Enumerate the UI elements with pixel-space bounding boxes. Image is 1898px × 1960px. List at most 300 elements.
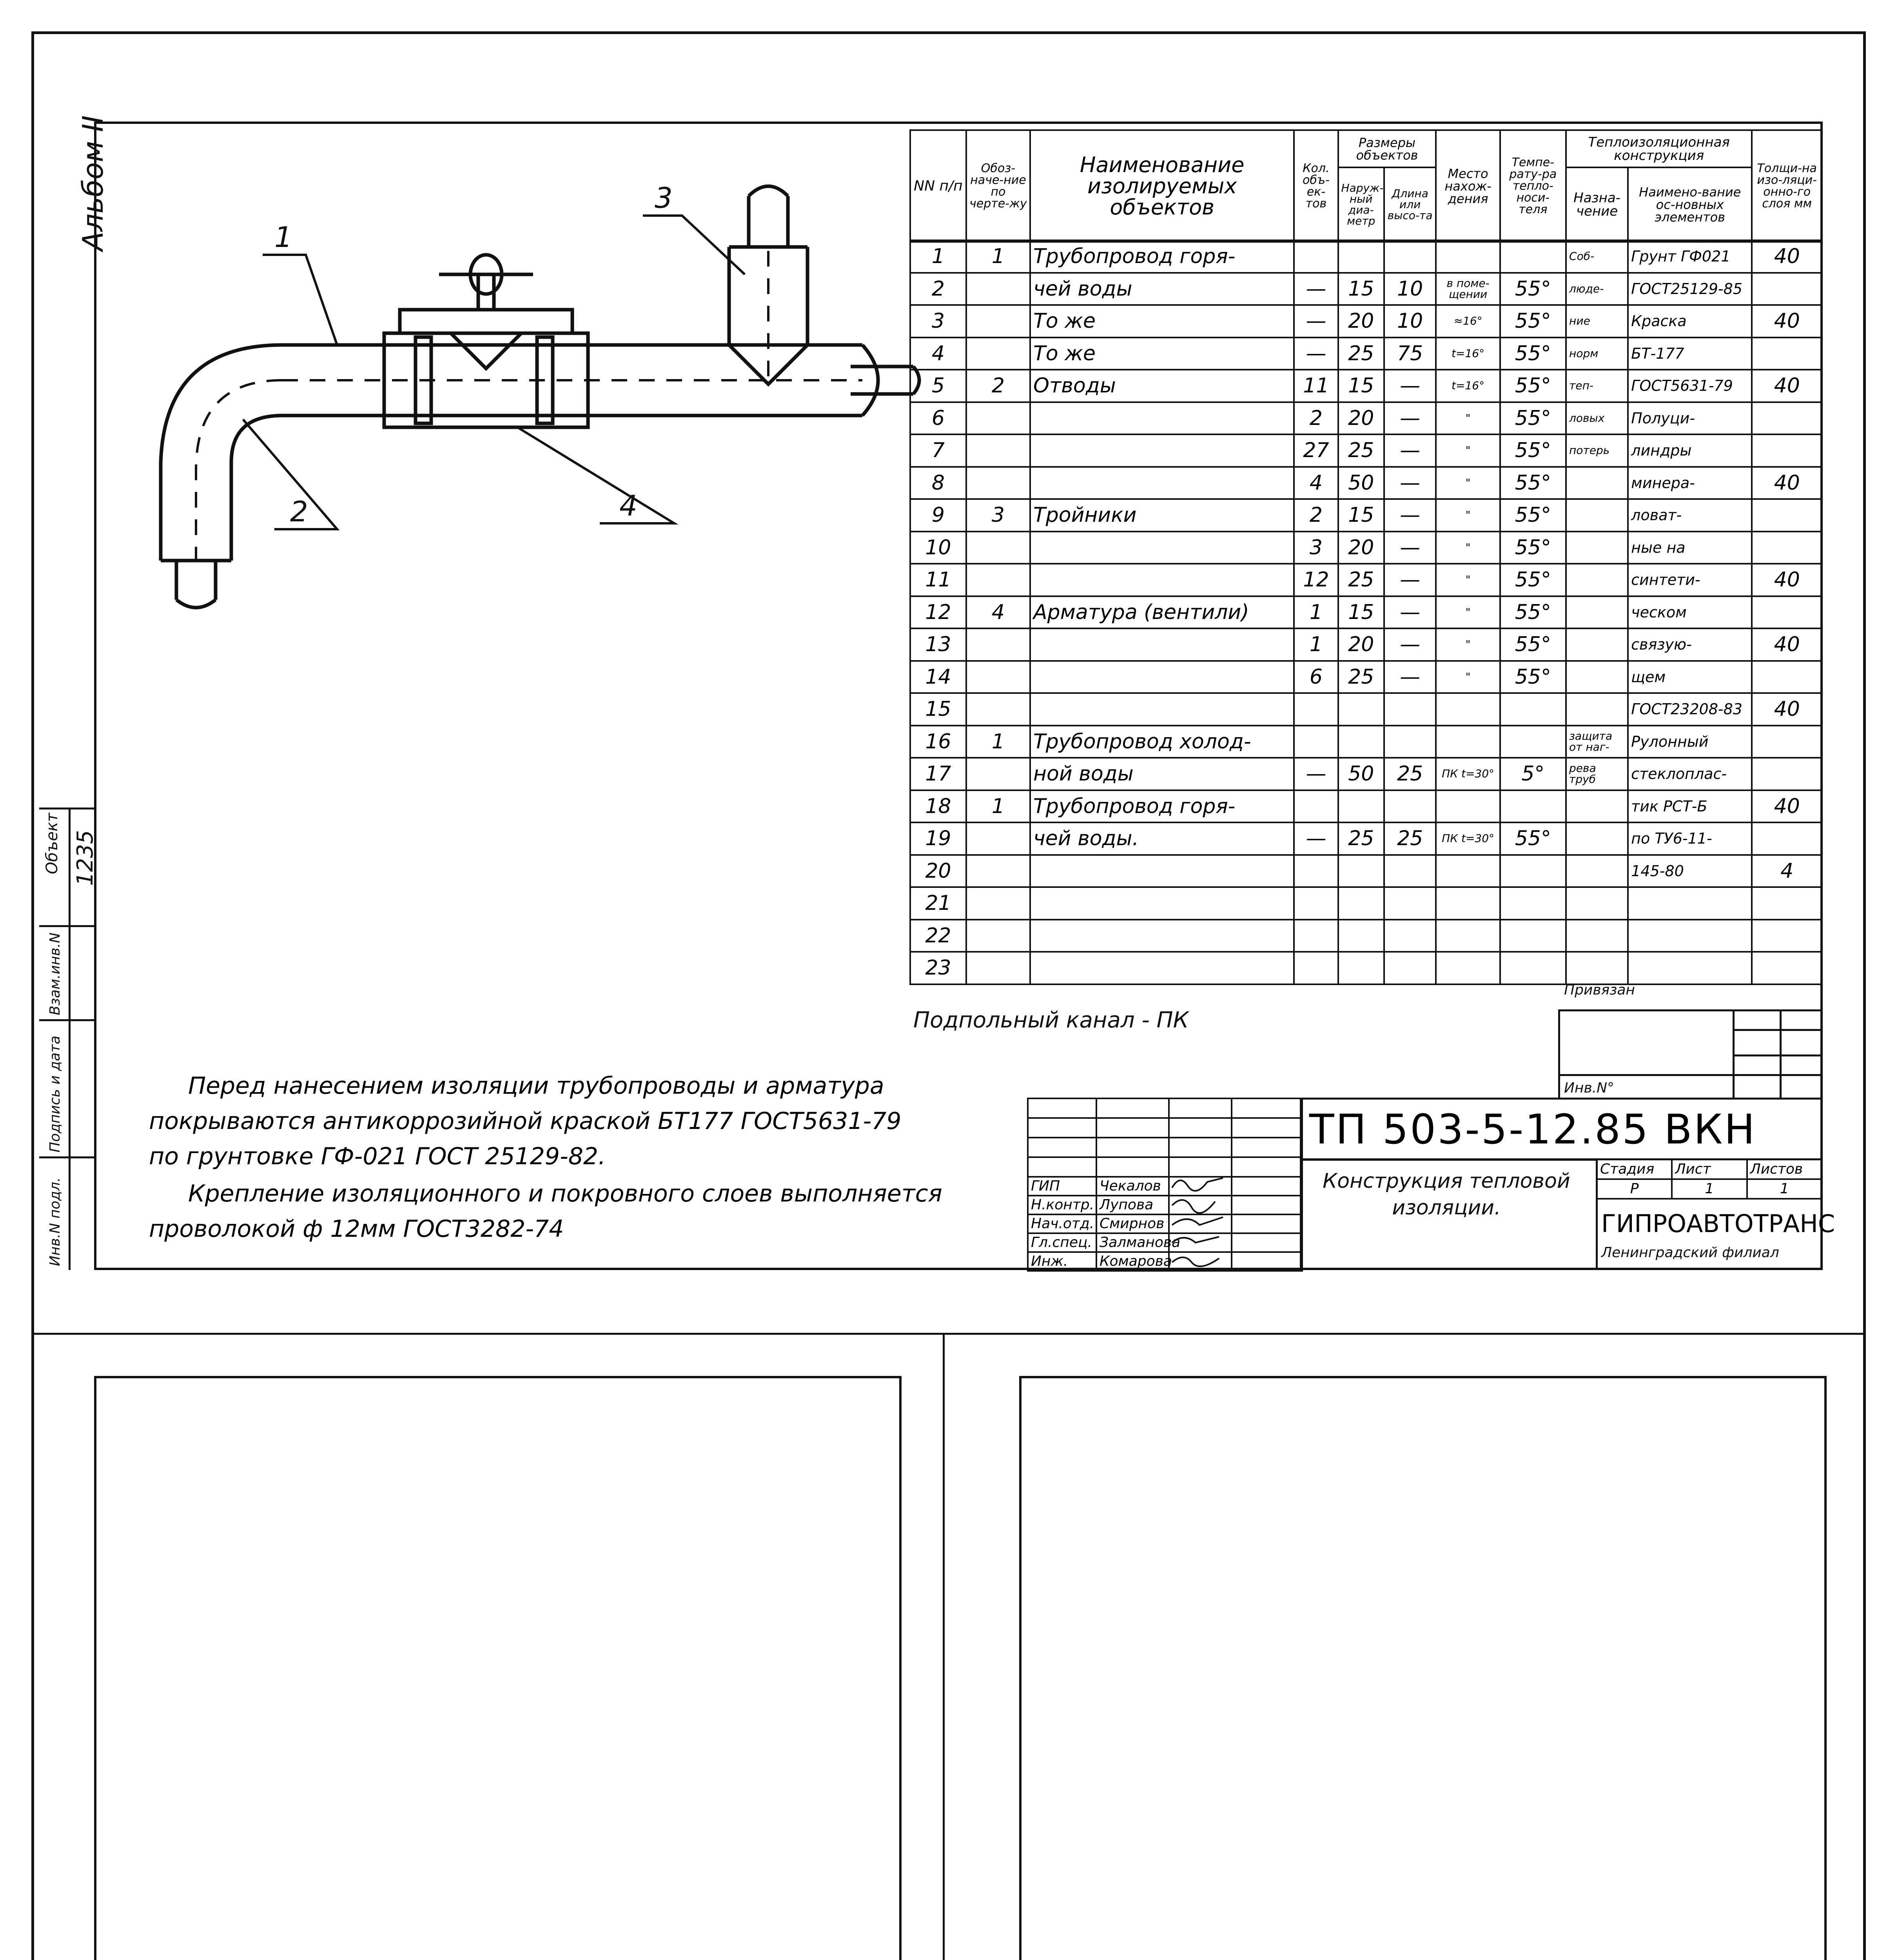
row-length: —	[1384, 564, 1436, 596]
table-row	[910, 240, 1822, 273]
row-length: —	[1384, 434, 1436, 467]
row-diameter: 15	[1338, 596, 1384, 629]
callout-3: 3	[655, 181, 673, 214]
row-number: 18	[910, 790, 966, 823]
row-name: чей воды	[1030, 273, 1294, 305]
row-temperature: 55°	[1500, 661, 1566, 693]
row-purpose	[1566, 596, 1628, 629]
row-oboz	[966, 693, 1030, 726]
row-qty: —	[1294, 273, 1338, 305]
row-qty: —	[1294, 338, 1338, 370]
row-place	[1436, 693, 1500, 726]
row-element: Полуци-	[1628, 402, 1752, 435]
row-oboz: 1	[966, 726, 1030, 758]
row-purpose	[1566, 790, 1628, 823]
row-diameter	[1338, 887, 1384, 920]
col-diam: Наруж-ный диа-метр	[1338, 167, 1384, 242]
row-oboz	[966, 822, 1030, 855]
row-oboz	[966, 434, 1030, 467]
person-name: Лупова	[1096, 1196, 1169, 1214]
person-role: Нач.отд.	[1028, 1214, 1096, 1233]
row-length: 10	[1384, 273, 1436, 305]
row-temperature: 55°	[1500, 628, 1566, 661]
row-name: Трубопровод горя-	[1030, 790, 1294, 823]
row-thickness	[1752, 661, 1822, 693]
row-thickness	[1752, 887, 1822, 920]
title-block-grid	[1027, 1098, 1303, 1272]
bottom-right-sheet-frame	[1019, 1376, 1827, 1960]
row-length: 75	[1384, 338, 1436, 370]
row-qty: 1	[1294, 628, 1338, 661]
row-diameter: 50	[1338, 758, 1384, 790]
row-temperature	[1500, 790, 1566, 823]
side-stamp-line	[39, 1019, 94, 1021]
row-name	[1030, 693, 1294, 726]
row-purpose	[1566, 855, 1628, 887]
sheet-value: 1	[1672, 1179, 1747, 1199]
side-stamp-line	[39, 808, 94, 809]
row-place: t=16°	[1436, 338, 1500, 370]
row-oboz	[966, 305, 1030, 338]
row-qty: 1	[1294, 596, 1338, 629]
sheet-divider-vertical	[943, 1333, 945, 1960]
table-row	[910, 628, 1822, 661]
row-temperature: 55°	[1500, 273, 1566, 305]
elbow-inner-pipe	[176, 561, 216, 608]
row-qty: —	[1294, 305, 1338, 338]
table-row	[910, 952, 1822, 984]
col-length: Длина или высо-та	[1384, 167, 1436, 242]
side-stamp-line	[39, 925, 94, 927]
row-number: 3	[910, 305, 966, 338]
row-oboz: 1	[966, 790, 1030, 823]
row-length: —	[1384, 661, 1436, 693]
table-row	[910, 661, 1822, 693]
row-place: "	[1436, 467, 1500, 499]
pipe-insulation-drawing	[118, 149, 921, 619]
row-length: —	[1384, 532, 1436, 564]
row-number: 12	[910, 596, 966, 629]
elbow-centerline	[196, 380, 282, 561]
row-element: синтети-	[1628, 564, 1752, 596]
row-number: 10	[910, 532, 966, 564]
row-element: ГОСТ5631-79	[1628, 370, 1752, 402]
privyazan-line	[1733, 1029, 1823, 1031]
row-diameter: 15	[1338, 273, 1384, 305]
row-name	[1030, 628, 1294, 661]
row-oboz	[966, 628, 1030, 661]
note-line-2: покрываются антикоррозийной краской БТ177 ГОСТ5631-79	[149, 1107, 902, 1135]
row-temperature	[1500, 920, 1566, 952]
row-diameter: 50	[1338, 467, 1384, 499]
row-purpose	[1566, 822, 1628, 855]
signatures	[1168, 1174, 1231, 1268]
table-row	[910, 499, 1822, 532]
row-number: 15	[910, 693, 966, 726]
table-row	[910, 338, 1822, 370]
row-purpose: теп-	[1566, 370, 1628, 402]
row-thickness: 40	[1752, 240, 1822, 273]
tee-inner-pipe	[749, 186, 788, 247]
row-purpose	[1566, 499, 1628, 532]
row-purpose	[1566, 887, 1628, 920]
row-length: 25	[1384, 758, 1436, 790]
table-row	[910, 564, 1822, 596]
row-purpose: норм	[1566, 338, 1628, 370]
row-qty	[1294, 887, 1338, 920]
object-label: Объект	[43, 813, 61, 874]
note-line-1: Перед нанесением изоляции трубопроводы и арматура	[188, 1072, 884, 1100]
row-diameter: 20	[1338, 628, 1384, 661]
title-code: ТП 503-5-12.85 ВКН	[1309, 1105, 1756, 1153]
person-role: Инж.	[1028, 1252, 1096, 1271]
row-purpose	[1566, 693, 1628, 726]
row-qty	[1294, 726, 1338, 758]
row-number: 13	[910, 628, 966, 661]
row-thickness	[1752, 596, 1822, 629]
row-temperature: 55°	[1500, 532, 1566, 564]
row-thickness	[1752, 726, 1822, 758]
row-element	[1628, 952, 1752, 984]
row-place	[1436, 952, 1500, 984]
sheets-value: 1	[1747, 1179, 1822, 1199]
leader-1	[263, 255, 337, 345]
person-name: Залманова	[1096, 1233, 1169, 1252]
row-oboz	[966, 758, 1030, 790]
row-element: тик РСТ-Б	[1628, 790, 1752, 823]
row-name: Трубопровод горя-	[1030, 240, 1294, 273]
row-place	[1436, 887, 1500, 920]
row-temperature: 55°	[1500, 822, 1566, 855]
row-oboz	[966, 661, 1030, 693]
row-diameter	[1338, 855, 1384, 887]
row-name	[1030, 402, 1294, 435]
privyazan-line	[1558, 1009, 1823, 1011]
note-line-5: проволокой ф 12мм ГОСТ3282-74	[149, 1215, 564, 1243]
row-qty: 6	[1294, 661, 1338, 693]
row-diameter	[1338, 920, 1384, 952]
row-thickness	[1752, 532, 1822, 564]
title-desc: Конструкция тепловой изоляции.	[1323, 1169, 1570, 1220]
row-length: —	[1384, 370, 1436, 402]
table-row	[910, 370, 1822, 402]
spec-table-header	[909, 129, 1823, 243]
row-thickness	[1752, 338, 1822, 370]
person-role: Н.контр.	[1028, 1196, 1096, 1214]
table-row	[910, 887, 1822, 920]
privyazan-label: Привязан	[1564, 982, 1635, 998]
row-number: 22	[910, 920, 966, 952]
col-oboz: Обоз-наче-ние по черте-жу	[966, 130, 1030, 242]
row-element: ческом	[1628, 596, 1752, 629]
row-temperature	[1500, 952, 1566, 984]
row-element	[1628, 887, 1752, 920]
row-purpose	[1566, 661, 1628, 693]
row-oboz	[966, 564, 1030, 596]
row-purpose	[1566, 952, 1628, 984]
row-diameter	[1338, 726, 1384, 758]
privyazan-inv-label: Инв.N°	[1564, 1080, 1615, 1096]
pipe-end	[862, 345, 878, 416]
callout-2: 2	[290, 495, 308, 528]
stage-table	[1596, 1159, 1823, 1200]
row-length	[1384, 726, 1436, 758]
table-row	[910, 920, 1822, 952]
row-qty: 2	[1294, 402, 1338, 435]
elbow	[161, 345, 282, 561]
row-temperature: 55°	[1500, 370, 1566, 402]
row-element: Рулонный	[1628, 726, 1752, 758]
row-length: 25	[1384, 822, 1436, 855]
bottom-left-sheet-frame	[94, 1376, 902, 1960]
row-name	[1030, 920, 1294, 952]
row-temperature: 55°	[1500, 467, 1566, 499]
row-place: t=16°	[1436, 370, 1500, 402]
row-diameter: 25	[1338, 338, 1384, 370]
row-name	[1030, 532, 1294, 564]
row-element	[1628, 920, 1752, 952]
row-oboz	[966, 887, 1030, 920]
row-name	[1030, 887, 1294, 920]
row-thickness: 40	[1752, 693, 1822, 726]
table-footnote: Подпольный канал - ПК	[913, 1007, 1189, 1033]
row-oboz	[966, 920, 1030, 952]
sheet-label: Лист	[1672, 1160, 1747, 1179]
side-stamp-line	[39, 1156, 94, 1158]
row-qty	[1294, 855, 1338, 887]
row-oboz: 2	[966, 370, 1030, 402]
row-length: —	[1384, 596, 1436, 629]
row-diameter	[1338, 693, 1384, 726]
row-diameter: 25	[1338, 434, 1384, 467]
table-row	[910, 402, 1822, 435]
row-diameter: 20	[1338, 532, 1384, 564]
table-row	[910, 434, 1822, 467]
row-purpose: Соб-	[1566, 240, 1628, 273]
privyazan-line	[1733, 1054, 1823, 1056]
row-name	[1030, 952, 1294, 984]
side-stamp-divider	[69, 808, 71, 1270]
row-name	[1030, 661, 1294, 693]
row-name: Арматура (вентили)	[1030, 596, 1294, 629]
row-thickness: 40	[1752, 467, 1822, 499]
table-row	[910, 467, 1822, 499]
row-oboz	[966, 467, 1030, 499]
row-place: "	[1436, 434, 1500, 467]
row-name	[1030, 564, 1294, 596]
row-length: —	[1384, 499, 1436, 532]
row-number: 8	[910, 467, 966, 499]
person-name: Комарова	[1096, 1252, 1169, 1271]
row-purpose	[1566, 628, 1628, 661]
row-number: 7	[910, 434, 966, 467]
col-qty: Кол. объ-ек-тов	[1294, 130, 1338, 242]
org-branch: Ленинградский филиал	[1601, 1245, 1779, 1261]
row-purpose: ловых	[1566, 402, 1628, 435]
row-number: 14	[910, 661, 966, 693]
privyazan-line	[1558, 1074, 1823, 1076]
row-element: по ТУ6-11-	[1628, 822, 1752, 855]
note-line-3: по грунтовке ГФ-021 ГОСТ 25129-82.	[149, 1143, 606, 1170]
row-name: ной воды	[1030, 758, 1294, 790]
col-elements: Наимено-вание ос-новных элементов	[1628, 167, 1752, 242]
col-thickness: Толщи-на изо-ляци-онно-го слоя мм	[1752, 130, 1822, 242]
row-name: чей воды.	[1030, 822, 1294, 855]
inv-podl-label: Инв.N подл.	[47, 1177, 63, 1266]
row-place	[1436, 920, 1500, 952]
row-place	[1436, 240, 1500, 273]
row-name	[1030, 434, 1294, 467]
row-thickness: 40	[1752, 305, 1822, 338]
row-length	[1384, 887, 1436, 920]
table-row	[910, 273, 1822, 305]
table-row	[910, 305, 1822, 338]
row-qty	[1294, 952, 1338, 984]
row-element: щем	[1628, 661, 1752, 693]
row-element: ные на	[1628, 532, 1752, 564]
row-diameter: 15	[1338, 370, 1384, 402]
row-diameter	[1338, 240, 1384, 273]
row-name	[1030, 467, 1294, 499]
sheets-label: Листов	[1747, 1160, 1822, 1179]
row-diameter	[1338, 952, 1384, 984]
row-name: Тройники	[1030, 499, 1294, 532]
row-diameter	[1338, 790, 1384, 823]
row-qty: 3	[1294, 532, 1338, 564]
row-number: 4	[910, 338, 966, 370]
row-place: "	[1436, 402, 1500, 435]
row-place: "	[1436, 628, 1500, 661]
col-nn: NN п/п	[910, 130, 966, 242]
col-constr: Теплоизоляционная конструкция	[1566, 130, 1752, 167]
row-element: 145-80	[1628, 855, 1752, 887]
row-name: Трубопровод холод-	[1030, 726, 1294, 758]
row-number: 21	[910, 887, 966, 920]
row-name: То же	[1030, 305, 1294, 338]
org-name: ГИПРОАВТОТРАНС	[1601, 1209, 1835, 1238]
vzam-inv-label: Взам.инв.N	[47, 932, 63, 1015]
row-temperature: 55°	[1500, 564, 1566, 596]
row-temperature	[1500, 726, 1566, 758]
row-place: "	[1436, 596, 1500, 629]
row-diameter: 25	[1338, 661, 1384, 693]
leader-4	[517, 427, 674, 523]
row-number: 20	[910, 855, 966, 887]
row-diameter: 25	[1338, 564, 1384, 596]
podpis-data-label: Подпись и дата	[47, 1035, 63, 1152]
row-thickness: 4	[1752, 855, 1822, 887]
row-purpose: защита от наг-	[1566, 726, 1628, 758]
row-thickness: 40	[1752, 790, 1822, 823]
row-qty: —	[1294, 758, 1338, 790]
row-temperature: 55°	[1500, 434, 1566, 467]
row-temperature	[1500, 240, 1566, 273]
note-line-4: Крепление изоляционного и покровного слоев выполняется	[188, 1180, 942, 1207]
col-temp: Темпе-рату-ра тепло-носи-теля	[1500, 130, 1566, 242]
row-length: —	[1384, 402, 1436, 435]
row-length	[1384, 952, 1436, 984]
row-oboz	[966, 855, 1030, 887]
row-element: ловат-	[1628, 499, 1752, 532]
row-temperature: 55°	[1500, 596, 1566, 629]
row-name	[1030, 855, 1294, 887]
row-length	[1384, 920, 1436, 952]
callout-1: 1	[274, 221, 292, 254]
row-thickness: 40	[1752, 564, 1822, 596]
row-temperature	[1500, 855, 1566, 887]
row-length: —	[1384, 628, 1436, 661]
person-role: ГИП	[1028, 1177, 1096, 1196]
row-temperature	[1500, 887, 1566, 920]
row-length: 10	[1384, 305, 1436, 338]
row-thickness	[1752, 758, 1822, 790]
row-place	[1436, 790, 1500, 823]
row-place: "	[1436, 564, 1500, 596]
row-qty	[1294, 920, 1338, 952]
col-sizes: Размеры объектов	[1338, 130, 1436, 167]
row-diameter: 15	[1338, 499, 1384, 532]
col-purpose: Назна-чение	[1566, 167, 1628, 242]
privyazan-line	[1733, 1009, 1735, 1100]
row-diameter: 20	[1338, 305, 1384, 338]
privyazan-line	[1558, 1009, 1560, 1100]
row-element: БТ-177	[1628, 338, 1752, 370]
row-oboz	[966, 338, 1030, 370]
row-oboz: 3	[966, 499, 1030, 532]
row-purpose: ние	[1566, 305, 1628, 338]
row-thickness: 40	[1752, 370, 1822, 402]
table-row	[910, 532, 1822, 564]
row-number: 2	[910, 273, 966, 305]
row-qty: —	[1294, 822, 1338, 855]
row-place: ПК t=30°	[1436, 822, 1500, 855]
row-oboz	[966, 532, 1030, 564]
row-qty: 2	[1294, 499, 1338, 532]
row-purpose	[1566, 920, 1628, 952]
stage-label: Стадия	[1597, 1160, 1672, 1179]
table-row	[910, 822, 1822, 855]
row-purpose	[1566, 564, 1628, 596]
row-element: Краска	[1628, 305, 1752, 338]
row-purpose	[1566, 467, 1628, 499]
row-qty: 11	[1294, 370, 1338, 402]
callout-4: 4	[619, 489, 637, 522]
row-element: ГОСТ23208-83	[1628, 693, 1752, 726]
row-thickness	[1752, 402, 1822, 435]
row-length	[1384, 790, 1436, 823]
row-qty: 27	[1294, 434, 1338, 467]
row-qty	[1294, 790, 1338, 823]
row-diameter: 20	[1338, 402, 1384, 435]
col-name: Наименование изолируемых объектов	[1030, 130, 1294, 242]
row-number: 11	[910, 564, 966, 596]
row-temperature: 55°	[1500, 402, 1566, 435]
sheet-divider-horizontal	[31, 1333, 1866, 1335]
row-thickness	[1752, 434, 1822, 467]
stage-value: Р	[1597, 1179, 1672, 1199]
row-length	[1384, 855, 1436, 887]
row-qty: 4	[1294, 467, 1338, 499]
row-temperature: 55°	[1500, 338, 1566, 370]
table-row	[910, 726, 1822, 758]
row-place	[1436, 726, 1500, 758]
row-length	[1384, 693, 1436, 726]
spec-table	[909, 240, 1823, 985]
col-place: Место нахож-дения	[1436, 130, 1500, 242]
row-oboz	[966, 952, 1030, 984]
row-temperature	[1500, 693, 1566, 726]
row-name: Отводы	[1030, 370, 1294, 402]
